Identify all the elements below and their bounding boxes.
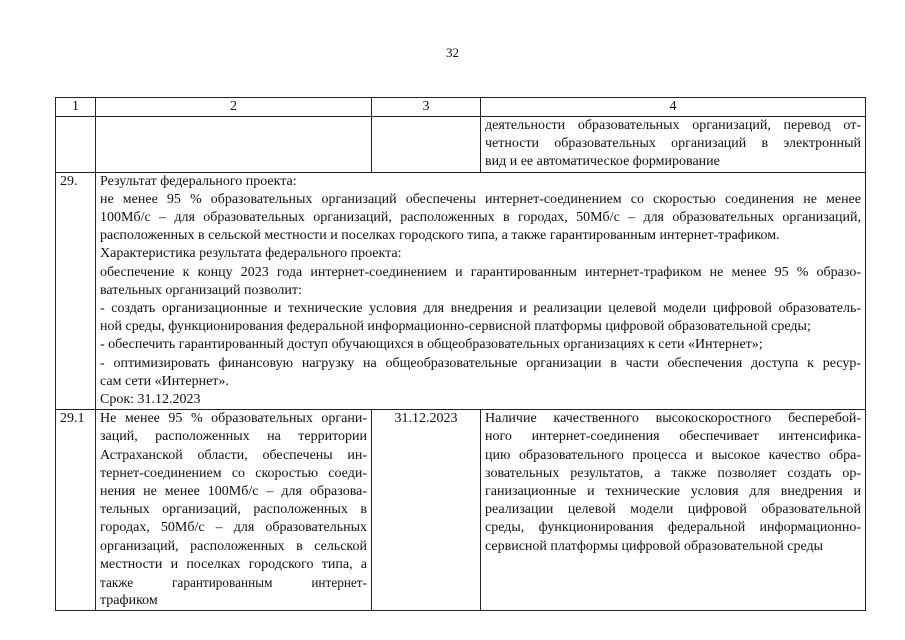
regional-line: трафиком [100,593,158,609]
continuation-line: вид и ее автоматическое формирование [485,154,720,170]
regional-line: нения не менее 100Мб/с – для образова- [100,484,367,500]
effect-description-cell [481,410,866,611]
effect-line: цию образовательного процесса и высокое качество обра- [485,447,861,463]
effect-line: реализации целевой модели цифровой образовательной [485,502,861,518]
effect-line: среды, функционирования федеральной информационно- [485,520,861,536]
result-line: - обеспечить гарантированный доступ обучающихся в общеобразовательных организациях к сети «Интернет»; [100,337,763,353]
result-line: ной среды, функционирования федеральной информационно-сервисной платформы цифровой образовательной среды; [100,319,811,335]
header-cell-col1: 1 [56,98,96,117]
document-table [55,97,866,611]
page-number: 32 [446,45,459,60]
result-line: сам сети «Интернет». [100,373,229,389]
continuation-line: четности образовательных организаций в электронный [485,136,861,152]
effect-line: зовательных результатов, а также позволяет создать ор- [485,465,861,481]
continuation-cell-col4 [481,117,866,173]
result-line: расположенных в сельской местности и поселках городского типа, а также гарантированным интернет-трафиком. [100,228,780,244]
result-line: обеспечение к концу 2023 года интернет-соединением и гарантированным интернет-трафиком не менее 95 % образо- [100,264,861,280]
header-cell-col3: 3 [372,98,481,117]
continuation-cell-col2 [96,117,372,173]
deadline-cell: 31.12.2023 [372,410,481,611]
header-cell-col2: 2 [96,98,372,117]
regional-line: организаций, расположенных в сельской [100,538,367,554]
effect-line: ного интернет-соединения обеспечивает интенсифика- [485,429,861,445]
table-row-continuation [56,117,866,173]
result-line: 100Мб/с – для образовательных организаций, расположенных в городах, 50Мб/с – для образовательных организаций, [100,210,861,226]
result-line: Результат федерального проекта: [100,173,297,189]
table-header-row [56,98,866,117]
regional-line: городах, 50Мб/с – для образовательных [100,520,367,536]
row-number: 29.1 [56,410,96,611]
result-line: - оптимизировать финансовую нагрузку на общеобразовательные организации в части обеспечения доступа к ресур- [100,355,861,371]
table-row-29-1 [56,410,866,611]
regional-line: также гарантированным интернет- [100,575,367,591]
continuation-line: деятельности образовательных организаций, перевод от- [485,118,861,133]
federal-project-result-cell [96,172,866,410]
header-cell-col4: 4 [481,98,866,117]
result-line: вательных организаций позволит: [100,282,302,298]
regional-line: тельных организаций, расположенных в [100,502,367,518]
regional-line: тернет-соединением со скоростью соеди- [100,465,367,481]
regional-line: заций, расположенных на территории [100,429,367,445]
deadline-line: Срок: 31.12.2023 [100,392,201,408]
regional-line: Не менее 95 % образовательных органи- [100,411,367,427]
regional-line: местности и поселках городского типа, а [100,556,367,572]
table-row-29 [56,172,866,410]
effect-line: сервисной платформы цифровой образовательной среды [485,538,824,554]
continuation-cell-col3 [372,117,481,173]
regional-result-cell [96,410,372,611]
result-line: - создать организационные и технические условия для внедрения и реализации целевой модели цифровой образователь- [100,301,861,317]
result-line: не менее 95 % образовательных организаций обеспечены интернет-соединением со скоростью соединения не менее [100,191,861,207]
effect-line: ганизационные и технические условия для внедрения и [485,484,861,500]
continuation-cell-col1 [56,117,96,173]
row-number: 29. [56,172,96,410]
effect-line: Наличие качественного высокоскоростного бесперебой- [485,411,861,427]
regional-line: Астраханской области, обеспечены ин- [100,447,367,463]
result-line: Характеристика результата федерального проекта: [100,246,402,262]
cell-blank-space [485,556,861,592]
